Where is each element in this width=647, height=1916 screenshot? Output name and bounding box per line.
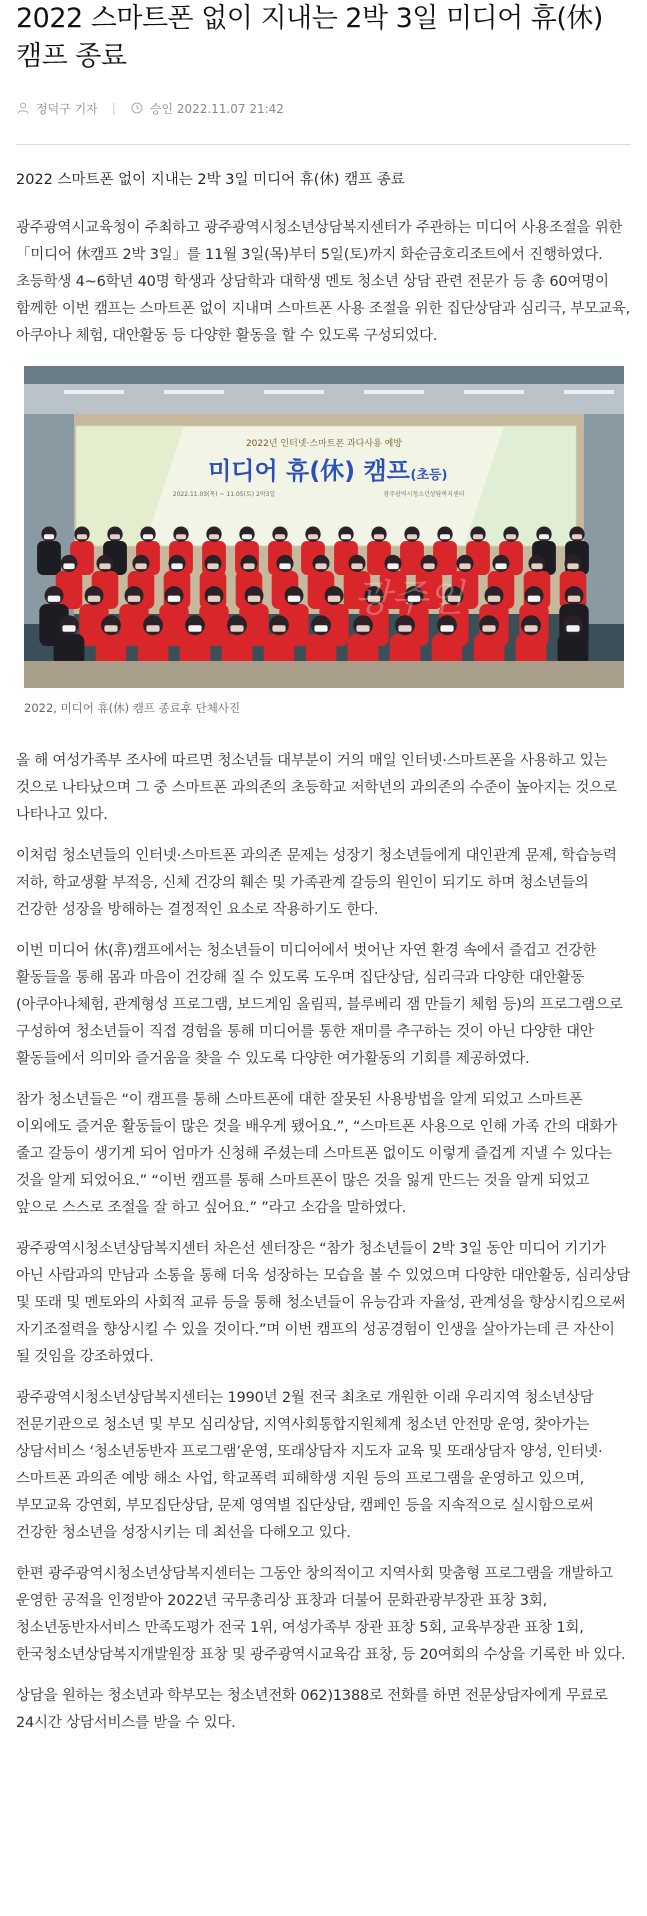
student-mask [207,563,218,569]
student-head [536,527,551,542]
student-mask [440,625,453,632]
student-mask [423,563,434,569]
article-paragraph: 올 해 여성가족부 조사에 따르면 청소년들 대부분이 거의 매일 인터넷·스마트폰을 사용하고 있는 것으로 나타났으며 그 중 스마트폰 과의존의 초등학교 저학년의 과의존의 수준이 높아지는 것으로 나타나고 있다. [16,753,617,823]
student-mask [208,596,221,602]
student-head [525,586,544,605]
student-mask [272,625,285,632]
person-icon [16,101,30,115]
student-mask [242,534,252,539]
reporter-name[interactable]: 정덕구 기자 [36,101,98,116]
article-meta [16,98,631,118]
student-head [470,527,485,542]
student-mask [176,534,186,539]
header-divider [16,144,631,145]
figure-caption: 2022, 미디어 휴(休) 캠프 종료후 단체사진 [24,701,241,715]
article-paragraph: 이처럼 청소년들의 인터넷·스마트폰 과의존 문제는 성장기 청소년들에게 대인관계 문제, 학습능력 저하, 학교생활 부적응, 신체 건강의 훼손 및 가족관계 갈등의 원인이 되기도 하며 청소년들의 건강한 성장을 방해하는 결정적인 요소로 작용하기도 한다. [16,848,617,918]
student-mask [315,563,326,569]
article-figure [24,366,624,716]
article-paragraph: 이번 미디어 休(휴)캠프에서는 청소년들이 미디어에서 벗어난 자연 환경 속에서 즐겁고 건강한 활동들을 통해 몸과 마음이 건강해 질 수 있도록 도우며 집단상담, 심리극과 다양한 대안활동(아쿠아나체험, 관계형성 프로그램, 보드게임 올림픽, 블루베리 잼 만들기 체험 등)의 프로그램으로 구성하여 청소년들이 직접 경험을 통해 미디어를 통한 재미를 추구하는 것이 아닌 다양한 대안 활동들에서 의미와 즐거움을 찾을 수 있도록 다양한 여가활동의 기회를 제공하였다. [16,943,623,1067]
student-head [140,527,155,542]
student-mask [230,625,243,632]
student-mask [566,625,579,632]
student-mask [567,563,578,569]
student-head [437,527,452,542]
student-mask [488,596,501,602]
student-head [569,527,584,542]
student-mask [146,625,159,632]
student-body [400,541,424,575]
group-photo [24,366,624,688]
article-lead: 2022 스마트폰 없이 지내는 2박 3일 미디어 휴(休) 캠프 종료 [16,172,405,188]
clock-icon [130,101,144,115]
student-mask [328,596,341,602]
student-head [338,527,353,542]
student-head [107,527,122,542]
student-mask [171,563,182,569]
student-mask [275,534,285,539]
banner-date-text: 2022.11.03(목) ~ 11.05(토) 2박3일 [172,491,276,498]
student-body [433,541,457,575]
student-mask [482,625,495,632]
student-mask [524,625,537,632]
article-headline: 2022 스마트폰 없이 지내는 2박 3일 미디어 휴(休) 캠프 종료 [16,3,603,72]
student-mask [495,563,506,569]
student-mask [374,534,384,539]
article-paragraph: 광주광역시교육청이 주최하고 광주광역시청소년상담복지센터가 주관하는 미디어 사용조절을 위한 「미디어 休캠프 2박 3일」를 11월 3일(목)부터 5일(토)까지 화순금호리조트에서 진행하였다. 초등학생 4~6학년 40명 학생과 상담학과 대학생 멘토 청소년 상담 관련 전문가 등 총 60여명이 함께한 이번 캠프는 스마트폰 없이 지내며 스마트폰 사용 조절을 위한 집단상담과 심리극, 부모교육, 아쿠아나 체험, 대안활동 등 다양한 활동을 할 수 있도록 구성되었다. [16,220,631,344]
student-mask [351,563,362,569]
student-head [305,527,320,542]
student-head [272,527,287,542]
student-mask [104,625,117,632]
article-paragraph: 광주광역시청소년상담복지센터 차은선 센터장은 “참가 청소년들이 2박 3일 동안 미디어 기기가 아닌 사람과의 만남과 소통을 통해 더욱 성장하는 모습을 볼 수 있었으며 다양한 대안활동, 심리상담 및 또래 및 멘토와의 사회적 교류 등을 통해 청소년들이 유능감과 자율성, 관계성을 향상시킴으로써 자기조절력을 향상시킬 수 있을 것이다.”며 이번 캠프의 성공경험이 인생을 살아가는데 큰 자산이 될 것임을 강조하였다. [16,1241,631,1365]
article-paragraph: 상담을 원하는 청소년과 학부모는 청소년전화 062)1388로 전화를 하면 전문상담자에게 무료로 24시간 상담서비스를 받을 수 있다. [16,1688,608,1731]
student-mask [387,563,398,569]
approved-date: 승인 2022.11.07 21:42 [149,101,284,116]
student-mask [99,563,110,569]
student-mask [473,534,483,539]
student-head [45,586,64,605]
student-mask [279,563,290,569]
student-head [485,586,504,605]
article-paragraph: 참가 청소년들은 “이 캠프를 통해 스마트폰에 대한 잘못된 사용방법을 알게 되었고 스마트폰 이외에도 즐거운 활동들이 많은 것을 배우게 됐어요.”, “스마트폰 사용으로 인해 가족 간의 대화가 줄고 갈등이 생기게 되어 엄마가 신청해 주셨는데 스마트폰 없이도 이렇게 즐겁게 지낼 수 있다는 것을 알게 되었어요.” “이번 캠프를 통해 스마트폰이 많은 것을 잃게 만드는 것을 알게 되었고 앞으로 스스로 조절을 잘 하고 싶어요.” ”라고 소감을 말하였다. [16,1092,618,1216]
student-head [206,527,221,542]
student-mask [44,534,54,539]
student-mask [528,596,541,602]
student-mask [308,534,318,539]
student-mask [188,625,201,632]
student-mask [248,596,261,602]
student-head [503,527,518,542]
student-mask [506,534,516,539]
photo-watermark: 광주인 [354,576,465,620]
article-page [16,0,631,1737]
student-mask [568,596,581,602]
student-mask [539,534,549,539]
student-mask [143,534,153,539]
student-head [285,586,304,605]
banner-top-text: 2022년 인터넷·스마트폰 과다사용 예방 [245,439,403,449]
banner-sub-text: (초등) [410,468,448,483]
student-head [205,586,224,605]
student-head [125,586,144,605]
student-mask [168,596,181,602]
student-mask [62,625,75,632]
banner-main-text: 미디어 휴(休) 캠프 [208,457,410,485]
student-head [165,586,184,605]
student-head [239,527,254,542]
student-mask [459,563,470,569]
student-head [404,527,419,542]
student-mask [288,596,301,602]
student-head [85,586,104,605]
student-mask [314,625,327,632]
meta-divider: | [111,101,116,115]
student-head [74,527,89,542]
student-mask [135,563,146,569]
student-mask [128,596,141,602]
student-mask [110,534,120,539]
article-paragraph: 광주광역시청소년상담복지센터는 1990년 2월 전국 최초로 개원한 이래 우리지역 청소년상담 전문기관으로 청소년 및 부모 심리상담, 지역사회통합지원체계 청소년 안전망 운영, 찾아가는 상담서비스 ‘청소년동반자 프로그램’운영, 또래상담자 지도자 교육 및 또래상담자 양성, 인터넷·스마트폰 과의존 예방 해소 사업, 학교폭력 피해학생 지원 등의 프로그램을 운영하고 있으며, 부모교육 강연회, 부모집단상담, 문제 영역별 집단상담, 캠페인 등을 지속적으로 실시함으로써 건강한 청소년을 성장시키는 데 최선을 다해오고 있다. [16,1390,603,1541]
student-mask [209,534,219,539]
student-mask [572,534,582,539]
student-head [245,586,264,605]
student-body [37,541,61,575]
banner-org-text: 광주광역시청소년상담복지센터 [383,491,465,498]
student-mask [531,563,542,569]
student-mask [88,596,101,602]
student-head [565,586,584,605]
student-mask [48,596,61,602]
student-head [371,527,386,542]
article-paragraph: 한편 광주광역시청소년상담복지센터는 그동안 창의적이고 지역사회 맞춤형 프로그램을 개발하고 운영한 공적을 인정받아 2022년 국무총리상 표창과 더불어 문화관광부장관 표창 3회, 청소년동반자서비스 만족도평가 전국 1위, 여성가족부 장관 표창 5회, 교육부장관 표창 1회, 한국청소년상담복지개발원장 표창 및 광주광역시교육감 표창, 등 20여회의 수상을 기록한 바 있다. [16,1566,626,1663]
student-mask [243,563,254,569]
student-mask [407,534,417,539]
student-mask [356,625,369,632]
student-head [41,527,56,542]
student-mask [77,534,87,539]
student-mask [440,534,450,539]
student-head [173,527,188,542]
student-mask [398,625,411,632]
student-head [325,586,344,605]
student-mask [341,534,351,539]
student-mask [63,563,74,569]
